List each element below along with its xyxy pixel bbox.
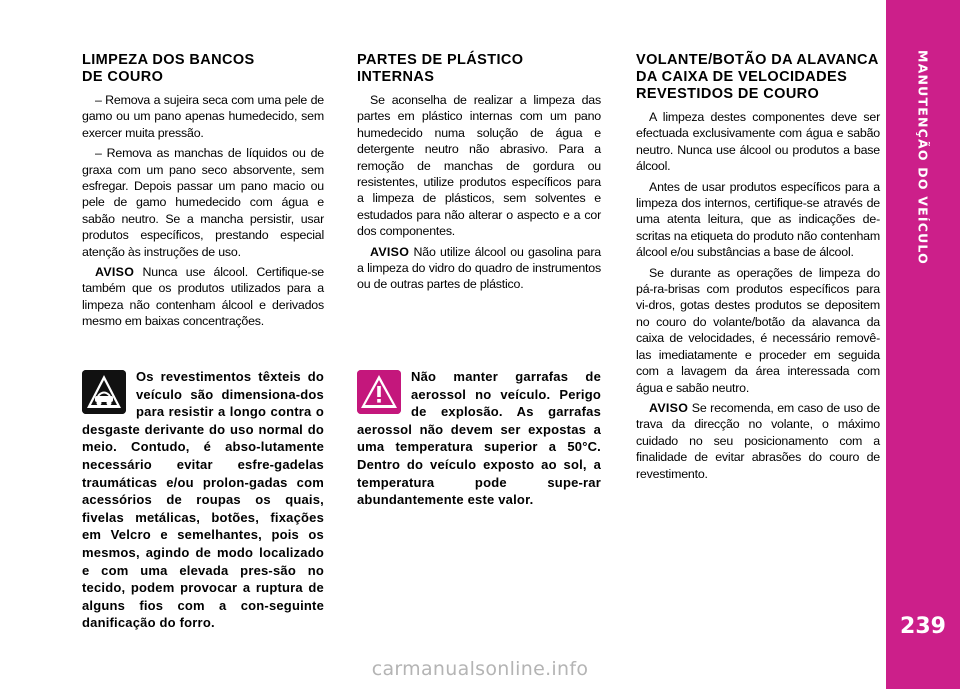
section-side-bar (886, 0, 960, 689)
paragraph: A limpeza destes componentes deve ser efectuada exclusivamente com água e sabão neutro. Nunca use álcool ou produtos a base álcool. (636, 110, 880, 174)
column-steering-wheel (636, 52, 880, 486)
aviso-paragraph (636, 400, 880, 482)
aviso-text: Nunca use álcool. Certifique-se também que os produtos utilizados para a limpeza não contenham álcool e derivados mesmo em baixas concentrações. (82, 265, 324, 329)
aviso-paragraph (82, 264, 324, 330)
warning-aerosol (357, 368, 601, 509)
section-title: MANUTENÇÃO DO VEÍCULO (915, 50, 931, 265)
aviso-text: Se recomenda, em caso de uso de trava da direcção no volante, o máximo cuidado no seu posicionamento com a finalidade de evitar abrasões do couro de revestimento. (636, 400, 880, 481)
heading-plastic-parts: PARTES DE PLÁSTICO INTERNAS (357, 52, 524, 85)
aviso-label: AVISO (370, 244, 410, 259)
aviso-text: Não utilize álcool ou gasolina para a limpeza do vidro do quadro de instrumentos ou de outras partes de plástico. (357, 244, 601, 292)
aviso-label: AVISO (649, 400, 689, 415)
paragraph: – Remova as manchas de líquidos ou de graxa com um pano seco absorvente, sem esfregar. Depois passar um pano macio ou pele de gamo humedecido com água e sabão neutro. Se a mancha persistir, usar produtos específicos, prestando especial atenção às instruções de uso. (82, 146, 324, 259)
warning-text: Os revestimentos têxteis do veículo são dimensiona-dos para resistir a longo contra o desgaste derivante do uso normal do meio. Contudo, é abso-lutamente necessário evitar esfre-gadelas traumáticas e/ou prolon-gadas com acessórios de roupas os quais, fivelas metálicas, botões, fixações em Velcro e semelhantes, pois os mesmos, agindo de modo localizado e com uma elevada pres-são no tecido, podem provocar a ruptura de alguns fios com a con-seguinte danificação do forro. (82, 369, 324, 631)
aviso-paragraph (357, 244, 601, 293)
paragraph: Se durante as operações de limpeza do pá-ra-brisas com produtos específicos para vi-dros, gotas destes produtos se depositem no couro do volante/botão da alavanca da caixa de velocidades, é necessário removê-las imediatamente e proceder em seguida com a lavagem da área interessada com água e sabão neutro. (636, 265, 880, 395)
paragraph: Se aconselha de realizar a limpeza das partes em plástico internas com um pano humedecido numa solução de água e detergente neutro não abrasivo. Para a remoção de manchas de gordura ou resistentes, utilize produtos específicos para a limpeza de plásticos, sem solventes e estudados para não alterar o aspecto e a cor dos componentes. (357, 93, 601, 239)
heading-steering-wheel: VOLANTE/BOTÃO DA ALAVANCA DA CAIXA DE VELOCIDADES REVESTIDOS DE COURO (636, 52, 879, 102)
column-plastic-parts (357, 52, 601, 297)
seat-belt-warning-icon (82, 370, 126, 414)
danger-triangle-icon (357, 370, 401, 414)
page-number: 239 (900, 614, 946, 639)
aviso-label: AVISO (95, 265, 135, 280)
column-leather-seats (82, 52, 324, 334)
paragraph: – Remova a sujeira seca com uma pele de gamo ou um pano apenas humedecido, sem exercer muita pressão. (82, 93, 324, 140)
warning-text: Não manter garrafas de aerossol no veículo. Perigo de explosão. As garrafas aerossol não devem ser expostas a uma temperatura superior a 50°C. Dentro do veículo exposto ao sol, a temperatura pode supe-rar abundantemente este valor. (357, 369, 601, 508)
watermark: carmanualsonline.info (371, 658, 589, 680)
paragraph: Antes de usar produtos específicos para a limpeza dos internos, certifique-se através de uma atenta leitura, que as indicações de-scritas na etiqueta do produto não contenham álcool e/ou substâncias a base de álcool. (636, 179, 880, 260)
heading-leather-seats: LIMPEZA DOS BANCOS DE COURO (82, 52, 255, 85)
warning-textiles (82, 368, 324, 632)
